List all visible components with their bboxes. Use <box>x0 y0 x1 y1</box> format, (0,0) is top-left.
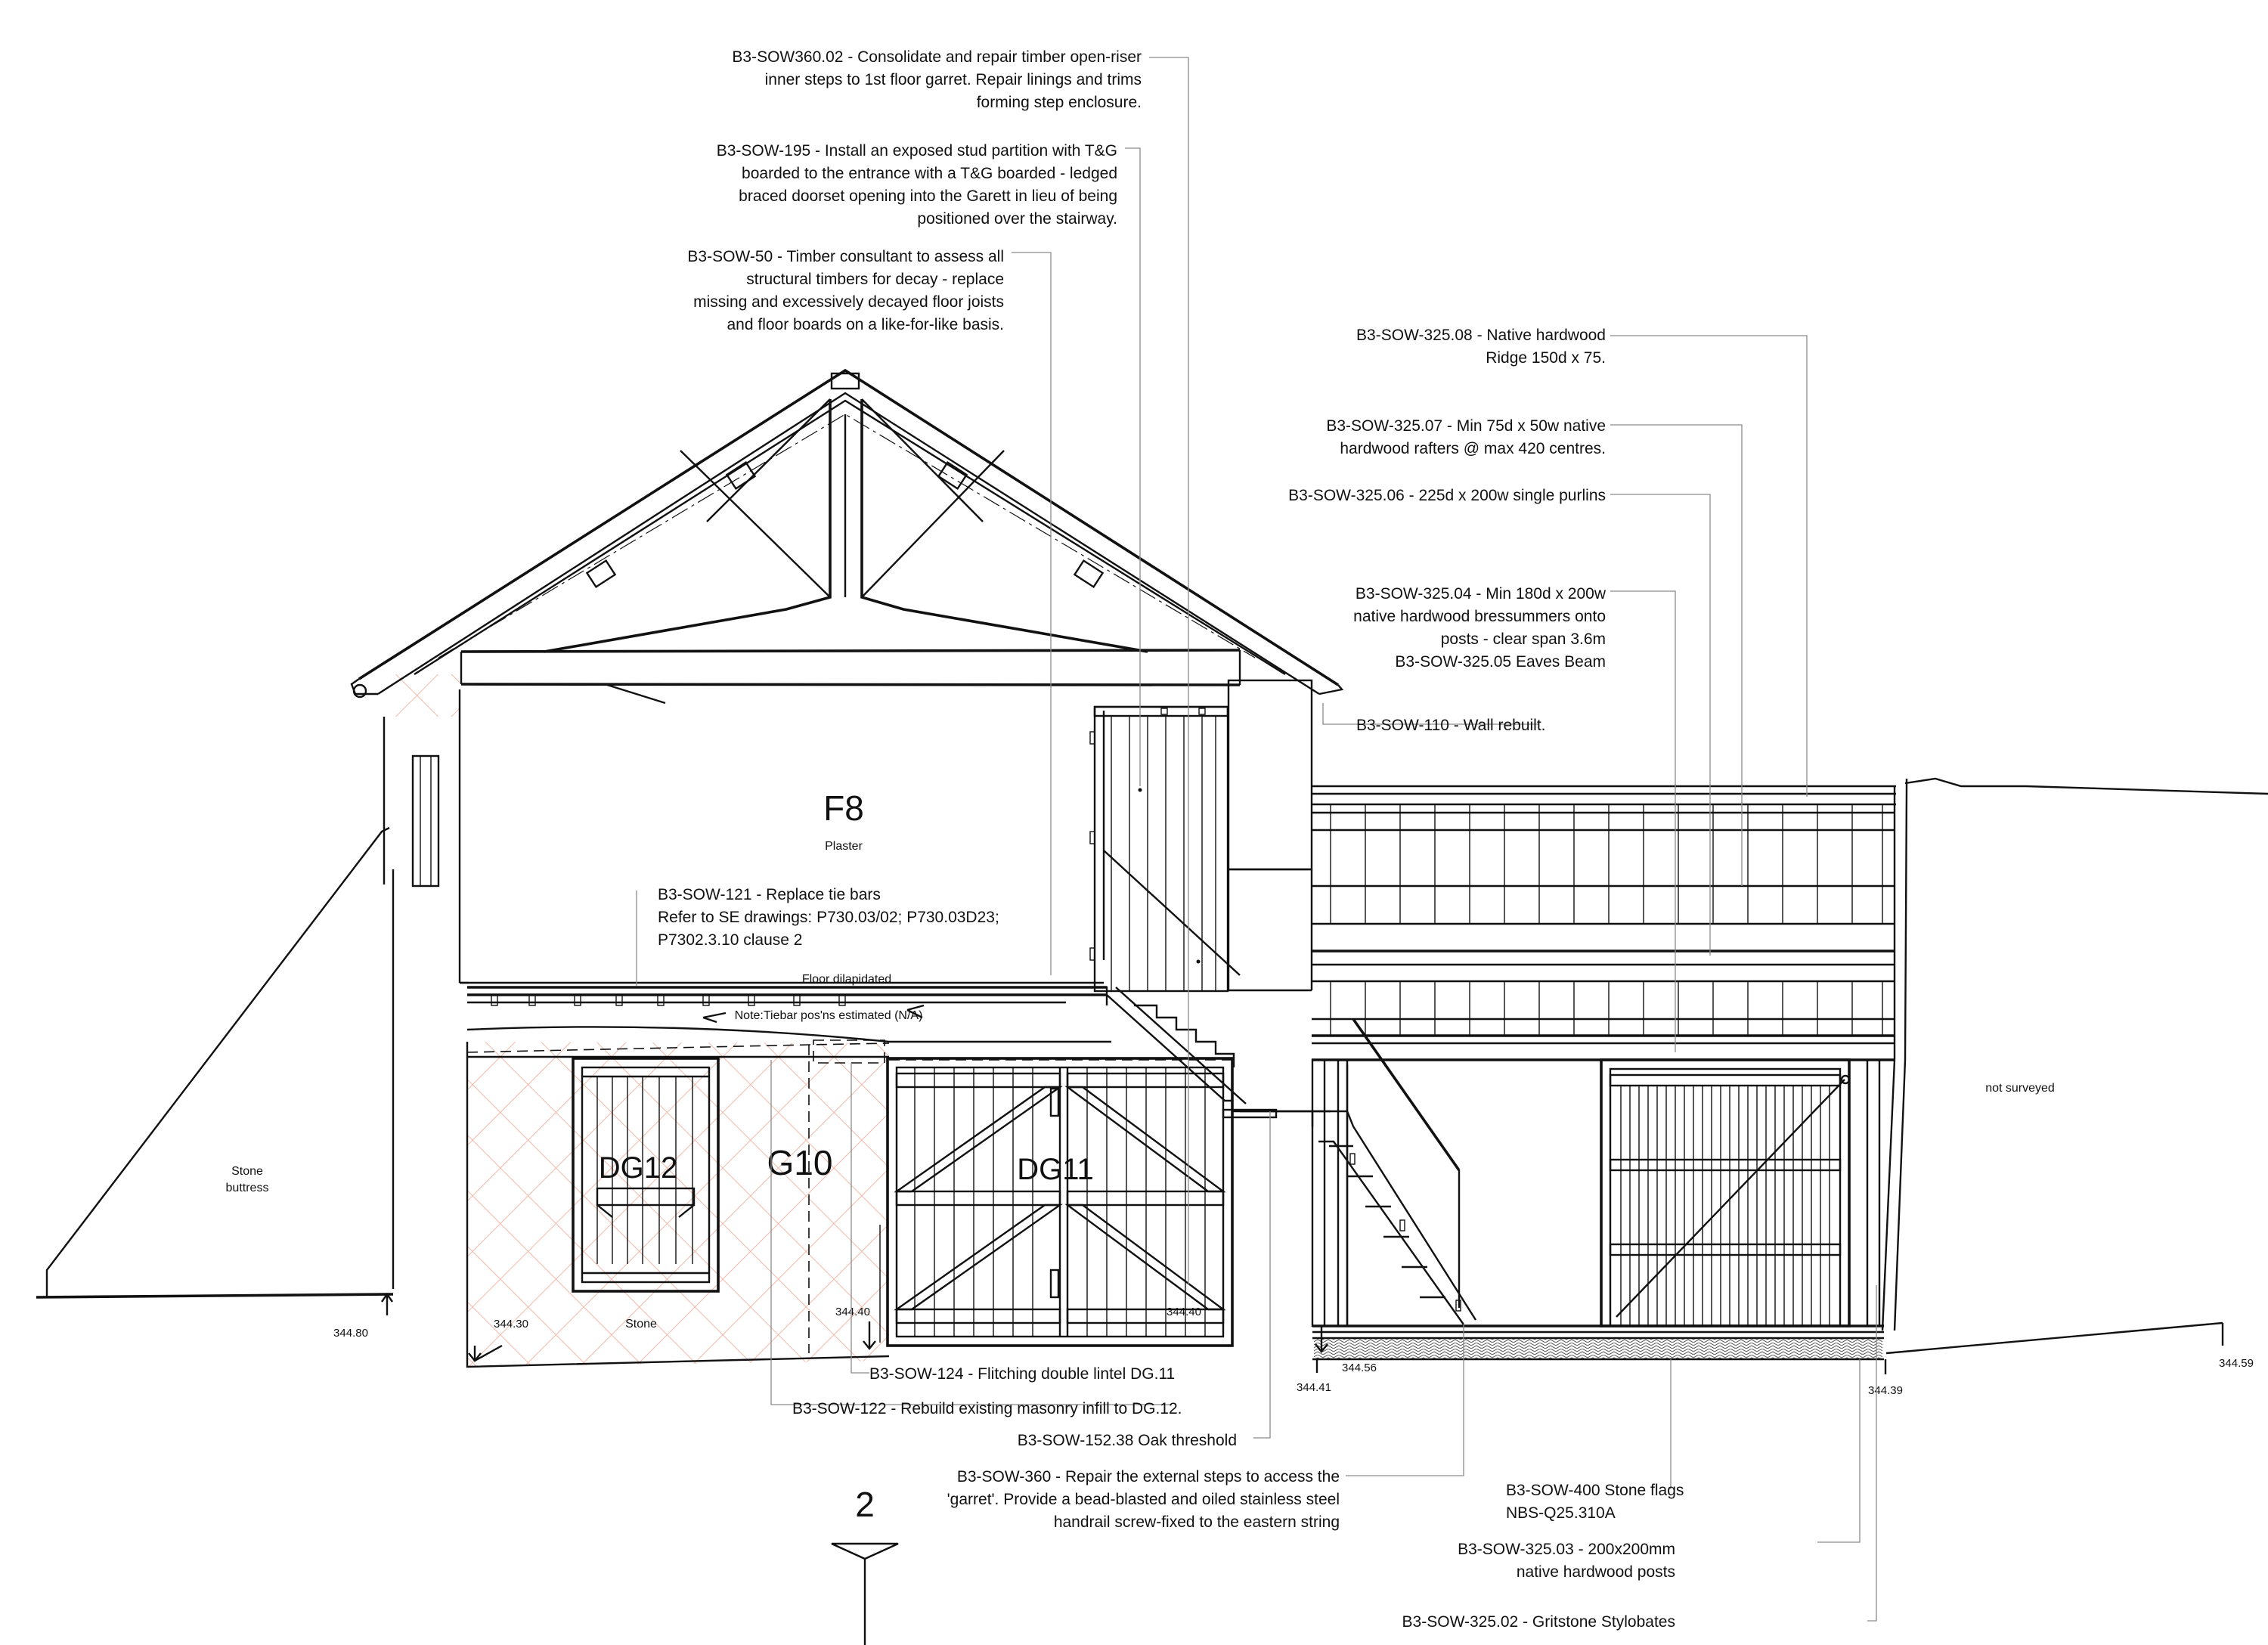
note-sow325-04-line-4: B3-SOW-325.05 Eaves Beam <box>1395 653 1606 671</box>
note-sow325-08-line-1: B3-SOW-325.08 - Native hardwood <box>1356 327 1606 344</box>
ground-line-left <box>36 1294 393 1297</box>
label-stone-buttress-2: buttress <box>225 1182 269 1194</box>
note-sow325-06-line-1: B3-SOW-325.06 - 225d x 200w single purlins <box>1288 487 1606 504</box>
note-sow121-line-1: B3-SOW-121 - Replace tie bars <box>658 886 881 903</box>
note-sow110-line-1: B3-SOW-110 - Wall rebuilt. <box>1356 717 1546 734</box>
timber-frame <box>1240 779 2268 1359</box>
note-sow360-line-1: B3-SOW-360 - Repair the external steps to access the <box>956 1468 1340 1485</box>
note-sow360-02 <box>732 48 1142 111</box>
room-g10: G10 <box>767 1143 833 1182</box>
level-value-4: 344.40 <box>1167 1306 1201 1318</box>
note-sow195-line-2: boarded to the entrance with a T&G boarded - ledged <box>742 165 1117 182</box>
note-sow325-03-line-1: B3-SOW-325.03 - 200x200mm <box>1458 1541 1675 1558</box>
note-sow50-line-2: structural timbers for decay - replace <box>746 271 1004 288</box>
note-sow325-03-line-2: native hardwood posts <box>1516 1563 1675 1581</box>
note-sow50-line-1: B3-SOW-50 - Timber consultant to assess all <box>687 248 1004 265</box>
note-sow325-08 <box>1356 327 1606 367</box>
note-sow360 <box>947 1468 1340 1531</box>
note-sow50 <box>687 248 1004 333</box>
note-sow152-38-line-1: B3-SOW-152.38 Oak threshold <box>1017 1432 1237 1449</box>
note-sow325-07-line-2: hardwood rafters @ max 420 centres. <box>1340 440 1606 457</box>
note-sow360-02-line-2: inner steps to 1st floor garret. Repair linings and trims <box>764 71 1142 88</box>
note-sow195-line-3: braced doorset opening into the Garett in lieu of being <box>739 187 1117 205</box>
note-sow360-line-2: 'garret'. Provide a bead-blasted and oiled stainless steel <box>947 1491 1340 1508</box>
room-f8: F8 <box>823 788 864 828</box>
level-marker-4 <box>1167 1306 1201 1318</box>
level-value-7: 344.39 <box>1868 1384 1903 1397</box>
section-marker-number: 2 <box>855 1485 875 1524</box>
section-marker <box>832 1485 898 1645</box>
note-sow121 <box>658 886 999 949</box>
note-sow152-38 <box>1018 1432 1237 1449</box>
note-sow124 <box>869 1365 1175 1383</box>
stone-buttress <box>47 828 389 1297</box>
note-sow121-line-3: P7302.3.10 clause 2 <box>658 931 803 949</box>
level-value-2: 344.30 <box>494 1318 528 1331</box>
floor-joists <box>491 995 845 1005</box>
room-f8-finish: Plaster <box>825 840 863 853</box>
level-value-5: 344.56 <box>1342 1362 1377 1374</box>
note-sow122-line-1: B3-SOW-122 - Rebuild existing masonry infill to DG.12. <box>792 1400 1182 1417</box>
note-sow325-04 <box>1353 585 1606 671</box>
note-sow400 <box>1506 1482 1684 1522</box>
level-marker-7 <box>1868 1359 1903 1397</box>
label-stone: Stone <box>625 1318 657 1331</box>
stud-partition <box>1090 707 1240 991</box>
inner-steps <box>1107 987 1331 1117</box>
note-sow325-04-line-1: B3-SOW-325.04 - Min 180d x 200w <box>1355 585 1606 603</box>
note-sow325-04-line-2: native hardwood bressummers onto <box>1353 608 1606 625</box>
room-dg12: DG12 <box>598 1151 678 1185</box>
label-not-surveyed: not surveyed <box>1985 1082 2055 1095</box>
note-sow360-line-3: handrail screw-fixed to the eastern string <box>1053 1513 1340 1531</box>
note-sow325-02-line-1: B3-SOW-325.02 - Gritstone Stylobates <box>1402 1613 1675 1631</box>
label-tiebar-note: Note:Tiebar pos'ns estimated (N/A) <box>734 1009 923 1022</box>
note-sow121-line-2: Refer to SE drawings: P730.03/02; P730.03D23; <box>658 909 999 926</box>
leader-lines <box>637 57 1876 1621</box>
note-sow325-06 <box>1288 487 1606 504</box>
note-sow360-02-line-3: forming step enclosure. <box>976 94 1142 111</box>
note-sow50-line-4: and floor boards on a like-for-like basis. <box>727 316 1004 333</box>
note-sow400-line-1: B3-SOW-400 Stone flags <box>1506 1482 1684 1499</box>
note-sow122 <box>792 1400 1182 1417</box>
note-sow325-07 <box>1326 417 1606 457</box>
note-sow195-line-1: B3-SOW-195 - Install an exposed stud partition with T&G <box>716 142 1117 160</box>
note-sow124-line-1: B3-SOW-124 - Flitching double lintel DG.11 <box>869 1365 1176 1383</box>
level-marker-6 <box>1297 1359 1331 1394</box>
note-sow110 <box>1356 717 1546 734</box>
right-door-boards <box>1621 1086 1830 1326</box>
note-sow325-02 <box>1402 1613 1675 1631</box>
rafters-upper <box>1331 804 1882 924</box>
note-sow195 <box>717 142 1117 228</box>
room-dg11: DG11 <box>1017 1153 1094 1186</box>
external-steps <box>1312 1019 1476 1324</box>
level-value-3: 344.40 <box>835 1306 870 1318</box>
level-marker-8 <box>2219 1323 2254 1370</box>
note-sow325-07-line-1: B3-SOW-325.07 - Min 75d x 50w native <box>1326 417 1606 435</box>
note-sow195-line-4: positioned over the stairway. <box>917 210 1117 228</box>
note-sow360-02-line-1: B3-SOW360.02 - Consolidate and repair timber open-riser <box>732 48 1142 66</box>
note-sow325-08-line-2: Ridge 150d x 75. <box>1486 349 1606 367</box>
note-sow400-line-2: NBS-Q25.310A <box>1506 1504 1616 1522</box>
roof-truss <box>352 370 1342 703</box>
level-value-1: 344.80 <box>333 1327 368 1340</box>
label-stone-buttress-1: Stone <box>231 1165 263 1178</box>
stair-void <box>1228 869 1312 990</box>
note-sow50-line-3: missing and excessively decayed floor joists <box>693 293 1004 311</box>
rafters-lower <box>1331 981 1882 1036</box>
note-sow325-04-line-3: posts - clear span 3.6m <box>1440 630 1606 648</box>
ground-line-right <box>1886 1323 2223 1353</box>
note-sow325-03 <box>1458 1541 1675 1581</box>
level-marker-1 <box>333 1294 392 1340</box>
label-floor-dilapidated: Floor dilapidated <box>801 973 892 986</box>
left-wall-upper <box>384 689 469 1289</box>
level-value-6: 344.41 <box>1297 1381 1331 1394</box>
level-value-8: 344.59 <box>2219 1357 2254 1370</box>
